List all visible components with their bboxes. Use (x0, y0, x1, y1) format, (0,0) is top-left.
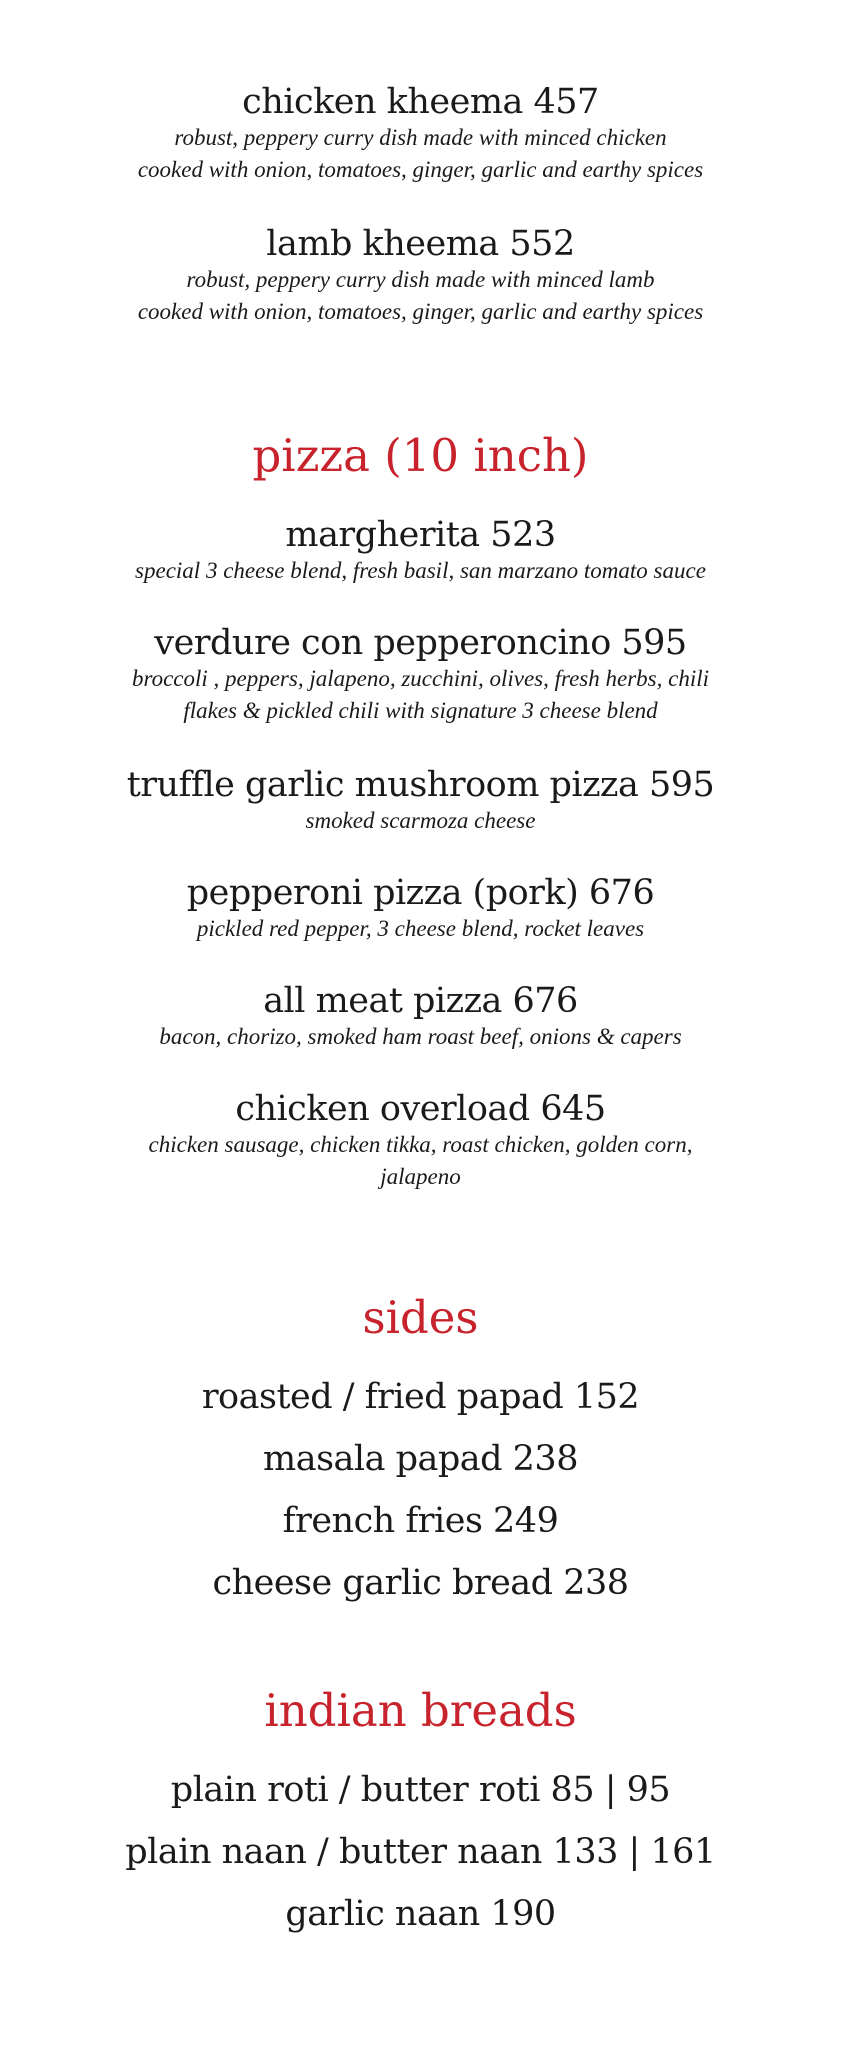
item-description: cooked with onion, tomatoes, ginger, garlic and earthy spices (137, 299, 704, 324)
list-item: roasted / fried papad 152 (201, 1377, 640, 1417)
menu-item-pepperoni (0, 873, 841, 945)
item-name: chicken overload 645 (235, 1089, 606, 1129)
list-item: plain naan / butter naan 133 | 161 (125, 1832, 716, 1872)
list-item: cheese garlic bread 238 (212, 1563, 629, 1603)
menu-item-margherita (0, 515, 841, 587)
menu-item-chicken-kheema (0, 82, 841, 186)
section-title: pizza (10 inch) (252, 429, 589, 482)
item-name: pepperoni pizza (pork) 676 (186, 873, 655, 913)
item-name: lamb kheema 552 (266, 224, 575, 264)
list-item: french fries 249 (282, 1501, 559, 1541)
item-name: margherita 523 (285, 515, 556, 555)
item-description: broccoli , peppers, jalapeno, zucchini, olives, fresh herbs, chili (131, 666, 710, 691)
item-name: chicken kheema 457 (242, 82, 599, 122)
list-item: plain roti / butter roti 85 | 95 (170, 1770, 671, 1810)
section-title: indian breads (264, 1684, 577, 1737)
list-item: masala papad 238 (263, 1439, 578, 1479)
sides-list (0, 1377, 841, 1603)
item-description: cooked with onion, tomatoes, ginger, garlic and earthy spices (137, 157, 704, 182)
item-name: truffle garlic mushroom pizza 595 (126, 765, 715, 805)
section-title: sides (362, 1291, 479, 1344)
menu-item-chicken-overload (0, 1089, 841, 1193)
item-description: bacon, chorizo, smoked ham roast beef, onions & capers (159, 1024, 682, 1049)
menu-item-lamb-kheema (0, 224, 841, 328)
item-description: flakes & pickled chili with signature 3 cheese blend (183, 698, 658, 723)
section-pizza (0, 430, 841, 482)
item-description: special 3 cheese blend, fresh basil, san marzano tomato sauce (135, 558, 706, 583)
item-description: robust, peppery curry dish made with minced lamb (186, 267, 655, 292)
item-description: pickled red pepper, 3 cheese blend, rocket leaves (196, 916, 645, 941)
item-name: all meat pizza 676 (263, 981, 578, 1021)
breads-list (0, 1770, 841, 1934)
item-description: chicken sausage, chicken tikka, roast chicken, golden corn, (148, 1132, 693, 1157)
section-sides (0, 1292, 841, 1344)
menu-item-all-meat (0, 981, 841, 1053)
menu-item-truffle-mushroom (0, 765, 841, 837)
item-description: smoked scarmoza cheese (305, 808, 536, 833)
item-description: jalapeno (380, 1164, 461, 1189)
menu-item-verdure (0, 623, 841, 727)
item-description: robust, peppery curry dish made with minced chicken (174, 125, 667, 150)
item-name: verdure con pepperoncino 595 (154, 623, 687, 663)
section-indian-breads (0, 1685, 841, 1737)
list-item: garlic naan 190 (285, 1894, 556, 1934)
